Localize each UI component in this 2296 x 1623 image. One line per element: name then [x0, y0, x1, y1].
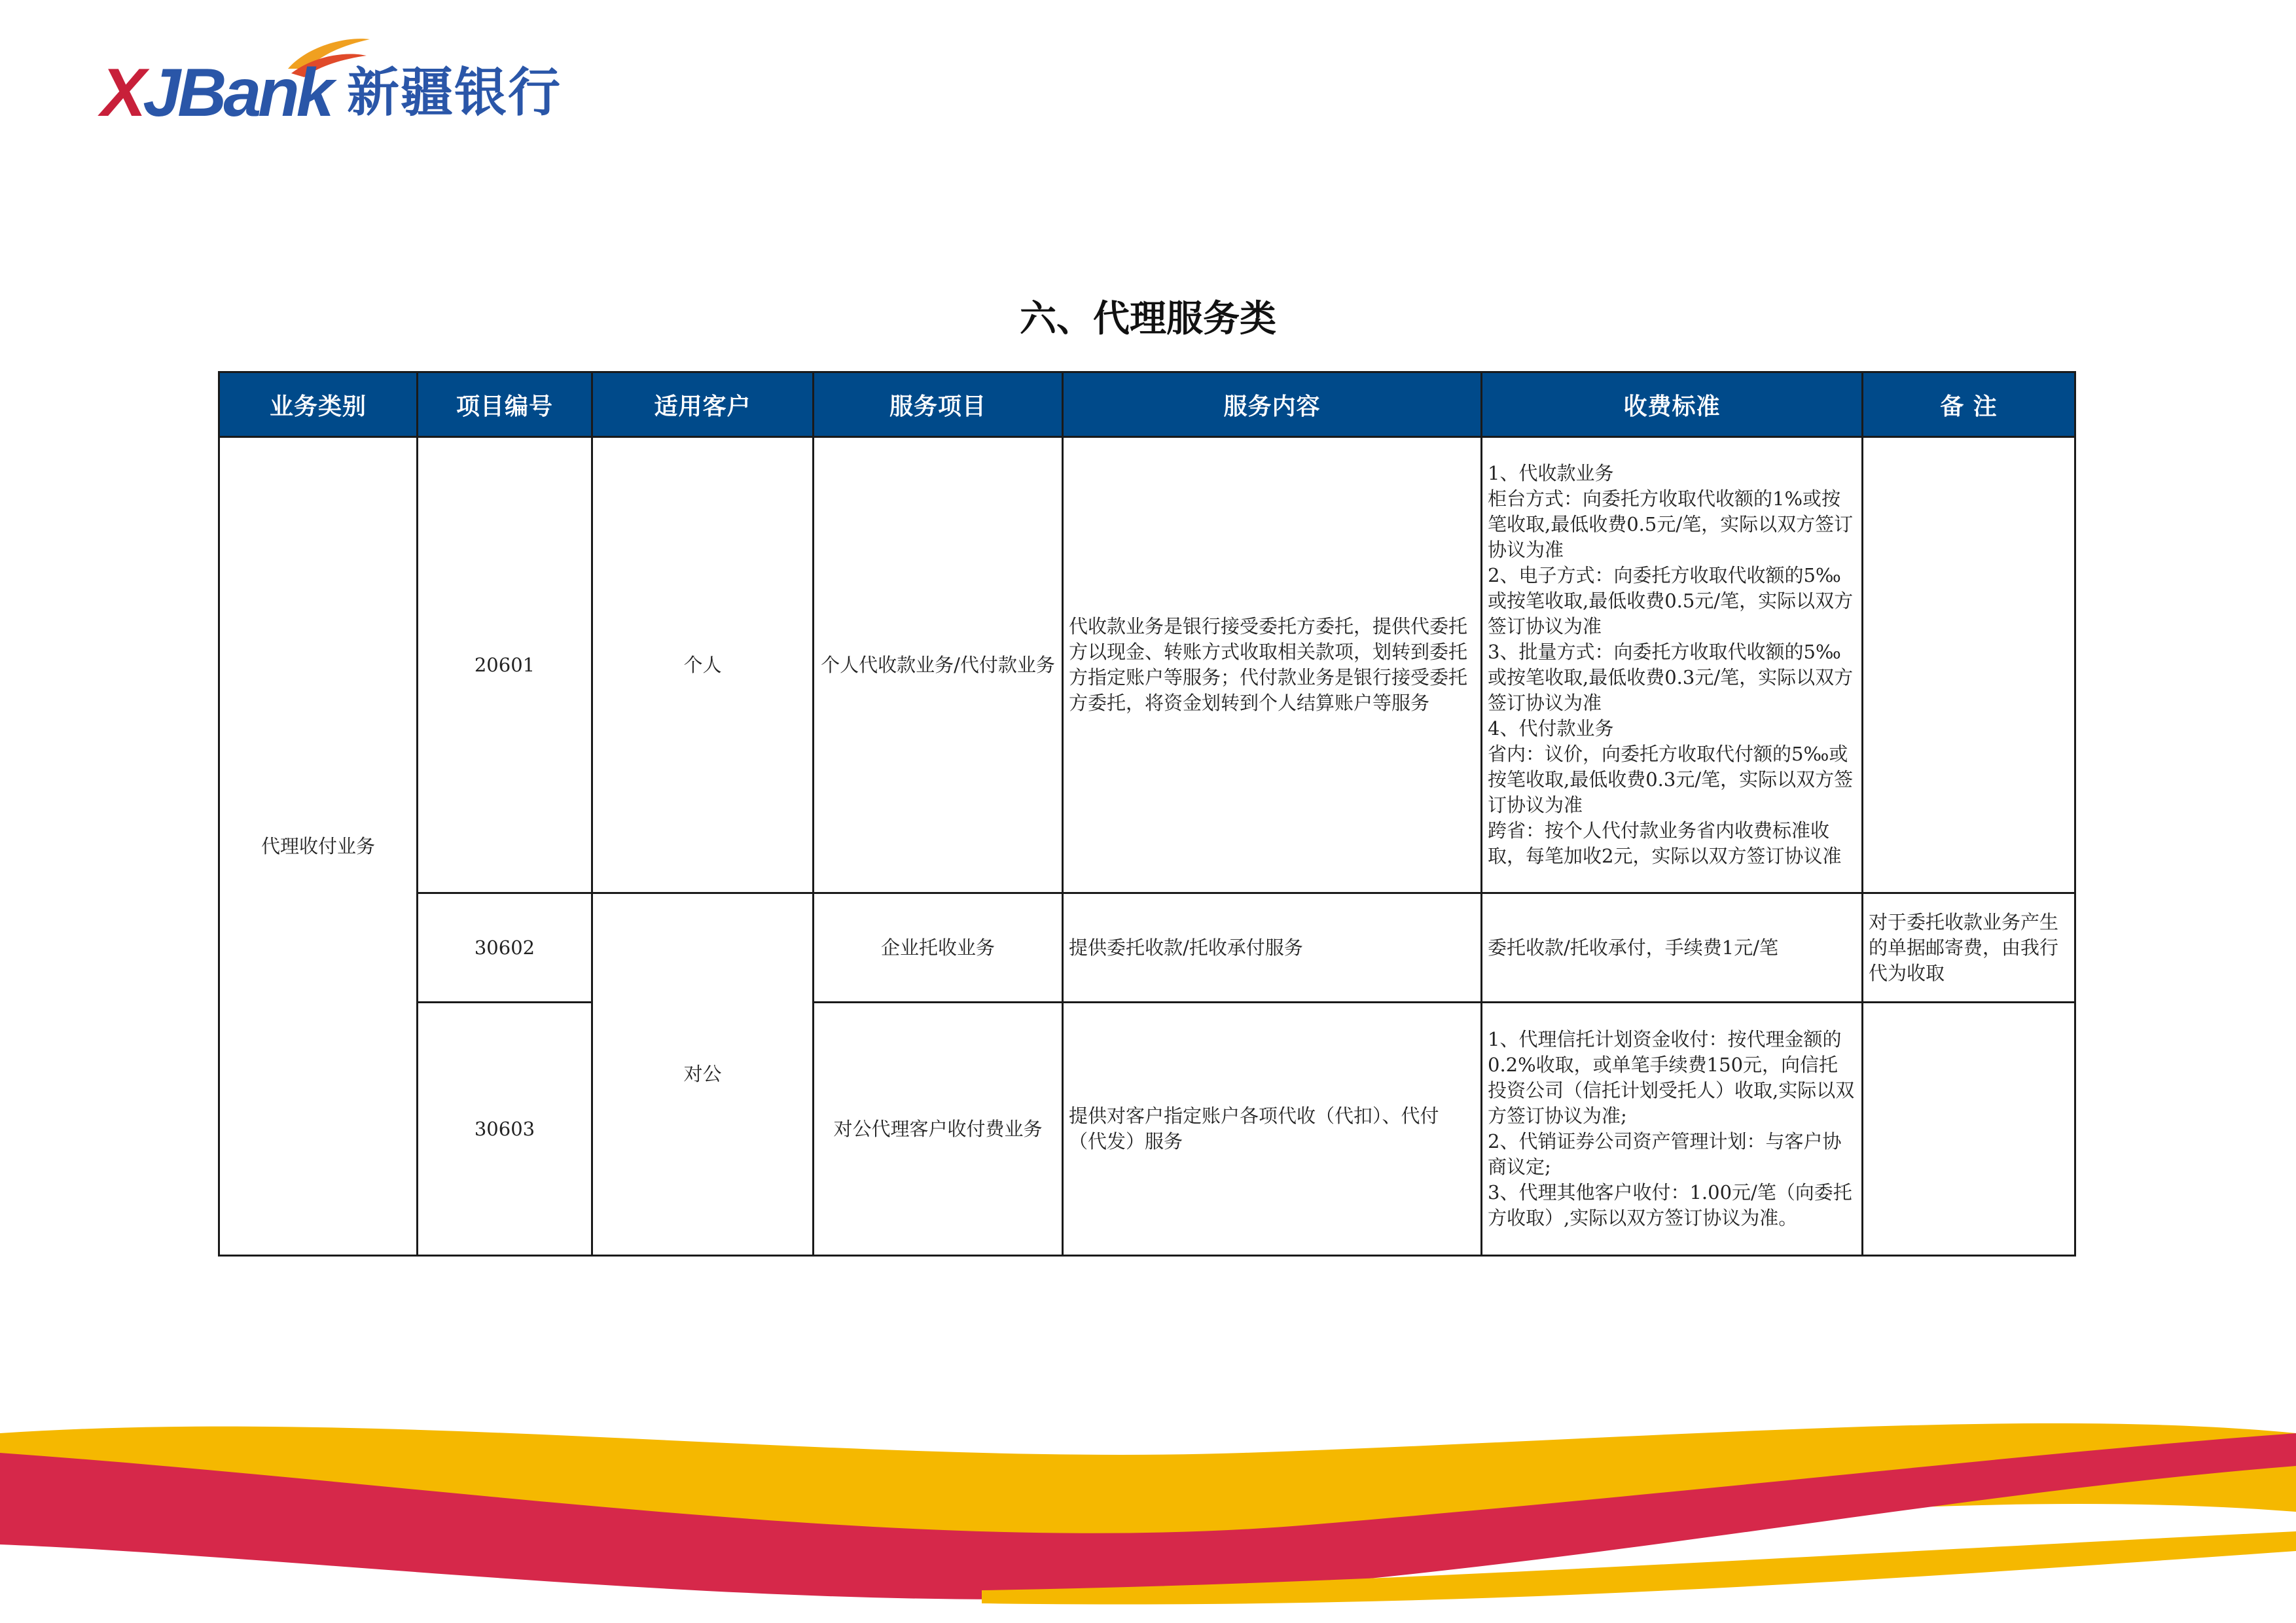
table-row [219, 437, 2075, 893]
fee-standard-cell: 1、代理信托计划资金收付：按代理金额的0.2%收取，或单笔手续费150元，向信托投资公司（信托计划受托人）收取,实际以双方签订协议为准; 2、代销证券公司资产管理计划：与客户协商议定; 3、代理其他客户收付：1.00元/笔（向委托方收取）,实际以双方签订协议为准。 [1482, 1003, 1863, 1256]
note-cell [1863, 437, 2075, 893]
header-service-item: 服务项目 [814, 372, 1063, 437]
logo-wordmark: XJBank [101, 55, 331, 131]
table-header-row [219, 372, 2075, 437]
service-item-cell: 个人代收款业务/代付款业务 [814, 437, 1063, 893]
note-cell [1863, 1003, 2075, 1256]
code-cell: 30602 [418, 893, 592, 1003]
fee-standard-cell: 1、代收款业务 柜台方式：向委托方收取代收额的1%或按笔收取,最低收费0.5元/笔，实际以双方签订协议为准 2、电子方式：向委托方收取代收额的5‰或按笔收取,最低收费0.5元/笔，实际以双方签订协议为准 3、批量方式：向委托方收取代收额的5‰或按笔收取,最低收费0.3元/笔，实际以双方签订协议为准 4、代付款业务 省内：议价，向委托方收取代付额的5‰或按笔收取,最低收费0.3元/笔，实际以双方签订协议为准 跨省：按个人代付款业务省内收费标准收取，每笔加收2元，实际以双方签订协议准 [1482, 437, 1863, 893]
header-category: 业务类别 [219, 372, 418, 437]
fee-standard-cell: 委托收款/托收承付，手续费1元/笔 [1482, 893, 1863, 1003]
category-cell: 代理收付业务 [219, 437, 418, 1256]
code-cell: 30603 [418, 1003, 592, 1256]
service-item-cell: 对公代理客户收付费业务 [814, 1003, 1063, 1256]
fee-table [218, 371, 2076, 1257]
header-customer: 适用客户 [592, 372, 814, 437]
header-note: 备 注 [1863, 372, 2075, 437]
table-row [219, 1003, 2075, 1256]
service-content-cell: 代收款业务是银行接受委托方委托，提供代委托方以现金、转账方式收取相关款项，划转到委托方指定账户等服务；代付款业务是银行接受委托方委托，将资金划转到个人结算账户等服务 [1063, 437, 1482, 893]
customer-cell: 对公 [592, 893, 814, 1256]
page-title: 六、代理服务类 [1020, 298, 1276, 340]
service-content-cell: 提供对客户指定账户各项代收（代扣）、代付（代发）服务 [1063, 1003, 1482, 1256]
bank-logo [72, 33, 583, 131]
note-cell: 对于委托收款业务产生的单据邮寄费，由我行代为收取 [1863, 893, 2075, 1003]
customer-cell: 个人 [592, 437, 814, 893]
table-row [219, 893, 2075, 1003]
code-cell: 20601 [418, 437, 592, 893]
header-fee-standard: 收费标准 [1482, 372, 1863, 437]
service-content-cell: 提供委托收款/托收承付服务 [1063, 893, 1482, 1003]
logo-chinese-name: 新疆银行 [347, 62, 562, 123]
decorative-swoosh [0, 1394, 2296, 1623]
service-item-cell: 企业托收业务 [814, 893, 1063, 1003]
header-code: 项目编号 [418, 372, 592, 437]
header-service-content: 服务内容 [1063, 372, 1482, 437]
